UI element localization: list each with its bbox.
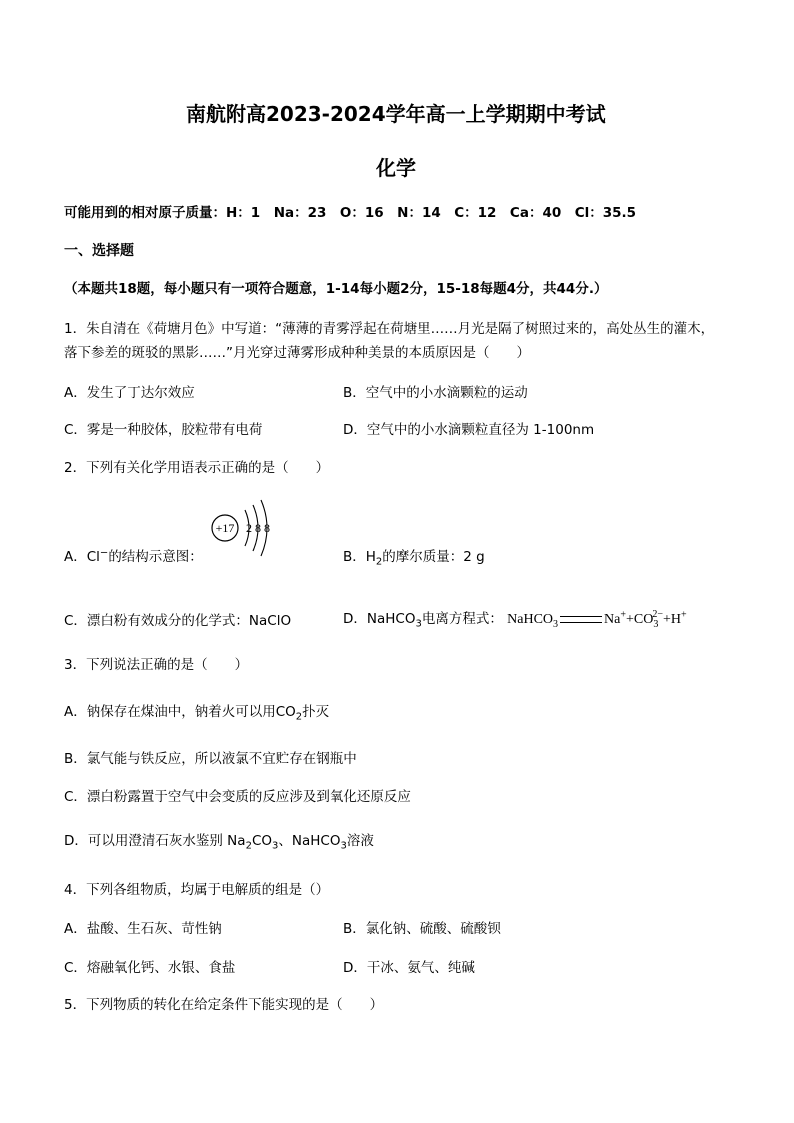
atomic-mass-line: 可能用到的相对原子质量：H：1 Na：23 O：16 N：14 C：12 Ca：40 Cl：35.5 xyxy=(64,205,637,221)
equation-equals-sign xyxy=(560,616,602,623)
ionization-equation: NaHCO$_3$ $Na^++CO_3^{2-}+H^+$ xyxy=(507,609,687,630)
q4-option-d: D．干冰、氨气、纯碱 xyxy=(343,960,475,976)
subject-title: 化学 xyxy=(376,156,416,180)
q3-option-c: C．漂白粉露置于空气中会变质的反应涉及到氧化还原反应 xyxy=(64,789,411,805)
q4-stem: 4．下列各组物质，均属于电解质的组是（） xyxy=(64,882,330,898)
q4-option-b: B．氯化钠、硫酸、硫酸钡 xyxy=(343,921,501,937)
q1-option-d: D．空气中的小水滴颗粒直径为 1-100nm xyxy=(343,422,595,438)
q4-option-a: A．盐酸、生石灰、苛性钠 xyxy=(64,921,222,937)
q1-option-c: C．雾是一种胶体，胶粒带有电荷 xyxy=(64,422,263,438)
q2-option-a: A．Cl−的结构示意图： xyxy=(64,547,203,565)
shell-2-electrons: 8 xyxy=(255,521,261,535)
q1-option-b: B．空气中的小水滴颗粒的运动 xyxy=(343,385,528,401)
section-instructions: （本题共18题，每小题只有一项符合题意，1-14每小题2分，15-18每题4分，共44分.） xyxy=(64,281,608,297)
q1-stem-line2: 落下参差的斑驳的黑影……”月光穿过薄雾形成种种美景的本质原因是（ ） xyxy=(64,345,530,361)
q3-option-b: B．氯气能与铁反应，所以液氯不宜贮存在钢瓶中 xyxy=(64,751,357,767)
q3-stem: 3．下列说法正确的是（ ） xyxy=(64,657,249,673)
chlorine-ion-structure-diagram xyxy=(205,496,285,560)
nucleus-charge: +17 xyxy=(215,521,235,535)
section-heading: 一、选择题 xyxy=(64,243,134,259)
q1-stem-line1: 1．朱自清在《荷塘月色》中写道：“薄薄的青雾浮起在荷塘里……月光是隔了树照过来的，高处丛生的灌木， xyxy=(64,321,715,337)
exam-title: 南航附高2023-2024学年高一上学期期中考试 xyxy=(186,102,606,126)
q3-option-a: A．钠保存在煤油中，钠着火可以用$CO_2$扑灭 xyxy=(64,704,330,723)
shell-3-electrons: 8 xyxy=(264,521,270,535)
q1-option-a: A．发生了丁达尔效应 xyxy=(64,385,195,401)
q2-option-c: C．漂白粉有效成分的化学式：NaClO xyxy=(64,613,292,629)
q2-option-b: B．$H_2$的摩尔质量：2 g xyxy=(343,549,485,568)
q5-stem: 5．下列物质的转化在给定条件下能实现的是（ ） xyxy=(64,997,384,1013)
q2-stem: 2．下列有关化学用语表示正确的是（ ） xyxy=(64,460,330,476)
q2-option-d: D．NaHCO$_3$电离方程式： NaHCO$_3$ $Na^++CO_3^{2-}+H^+$ xyxy=(343,609,687,630)
q4-option-c: C．熔融氧化钙、水银、食盐 xyxy=(64,960,236,976)
q3-option-d: D．可以用澄清石灰水鉴别 $Na_2CO_3$、NaHCO$_3$溶液 xyxy=(64,833,374,852)
shell-1-electrons: 2 xyxy=(246,521,252,535)
